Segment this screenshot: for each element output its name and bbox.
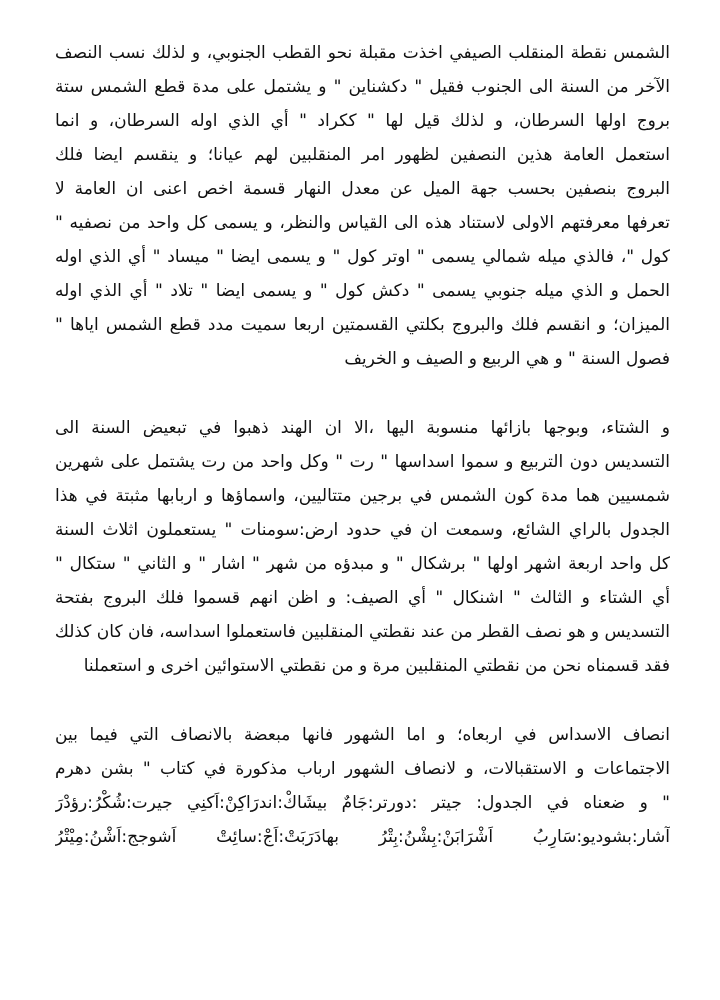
text-line: الآخر من السنة الى الجنوب فقيل " دكشناين " و يشتمل على مدة قطع الشمس ستة <box>55 77 670 97</box>
text-line: آشار:بشوديو:سَارِبُ اَشْرَابَنْ:بِشْنُ:بِتْرُ بهادَرَبَتْ:اَجْ:سائِتْ اَشوجج:اَشْنُ:مِيْتْرُ <box>55 827 670 847</box>
text-line: الميزان؛ و انقسم فلك والبروج بكلتي القسمتين اربعا سميت مدد قطع الشمس اياها " <box>55 315 670 335</box>
text-line: الشمس نقطة المنقلب الصيفي اخذت مقبلة نحو القطب الجنوبي، و لذلك نسب النصف <box>55 43 670 63</box>
paragraph-spacer <box>55 376 670 411</box>
text-line: الجدول بالراي الشائع، وسمعت ان في حدود ارض:سومنات " يستعملون اثلاث السنة <box>55 520 670 540</box>
text-line: فقد قسمناه نحن من نقطتي المنقلبين مرة و من نقطتي الاستوائين اخرى و استعملنا <box>83 656 670 676</box>
text-line: الحمل و الذي ميله جنوبي يسمى " دكش كول " و يسمى ايضا " تلاد " أي الذي اوله <box>55 281 670 301</box>
paragraph-spacer <box>55 683 670 718</box>
text-line: التسديس و هو نصف القطر من عند نقطتي المنقلبين فاستعملوا اسداسه، فان كان كذلك <box>55 622 670 642</box>
text-line: كل واحد اربعة اشهر اولها " برشكال " و مبدؤه من شهر " اشار " و الثاني " ستكال " <box>55 554 670 574</box>
text-line: فصول السنة " و هي الربيع و الصيف و الخريف <box>344 349 670 369</box>
text-line: التسديس دون التربيع و سموا اسداسها " رت " وكل واحد من رت يشتمل على شهرين <box>55 452 670 472</box>
text-line: انصاف الاسداس في اربعاه؛ و اما الشهور فانها مبعضة بالانصاف التي فيما بين <box>55 725 670 745</box>
text-line: " و ضعناه في الجدول: جيتر :دورتر:جَامٌ بيشَاكْ:اندرَاكِنْ:اَكنِي جيرت:شُكْرُ:رؤدْرَ <box>55 793 670 813</box>
text-line: استعمل العامة هذين النصفين لظهور امر المنقلبين لهم عيانا؛ و ينقسم ايضا فلك <box>55 145 670 165</box>
text-line: الاجتماعات و الاستقبالات، و لانصاف الشهور ارباب مذكورة في كتاب " بشن دهرم <box>55 759 670 779</box>
text-line: و الشتاء، وبوجها بازائها منسوبة اليها ،الا ان الهند ذهبوا في تبعيض السنة الى <box>55 418 670 438</box>
text-line: البروج بنصفين بحسب جهة الميل عن معدل النهار قسمة اخص اعنى ان العامة لا <box>55 179 670 199</box>
text-line: كول "، فالذي ميله شمالي يسمى " اوتر كول " و يسمى ايضا " ميساد " أي الذي اوله <box>55 247 670 267</box>
paragraph-3 <box>55 718 670 854</box>
text-line: تعرفها معرفتهم الاولى لاستناد هذه الى القياس والنظر، و يسمى كل واحد من نصفيه " <box>55 213 670 233</box>
text-line: شمسيين هما مدة كون الشمس في برجين متتاليين، واسماؤها و اربابها مثبتة في هذا <box>55 486 670 506</box>
text-line: أي الشتاء و الثالث " اشنكال " أي الصيف: و اظن انهم قسموا فلك البروج بفتحة <box>55 588 670 608</box>
paragraph-2 <box>55 411 670 683</box>
text-line: بروج اولها السرطان، و لذلك قيل لها " ككراد " أي الذي اوله السرطان، و انما <box>55 111 670 131</box>
document-page <box>55 36 670 854</box>
paragraph-1 <box>55 36 670 376</box>
